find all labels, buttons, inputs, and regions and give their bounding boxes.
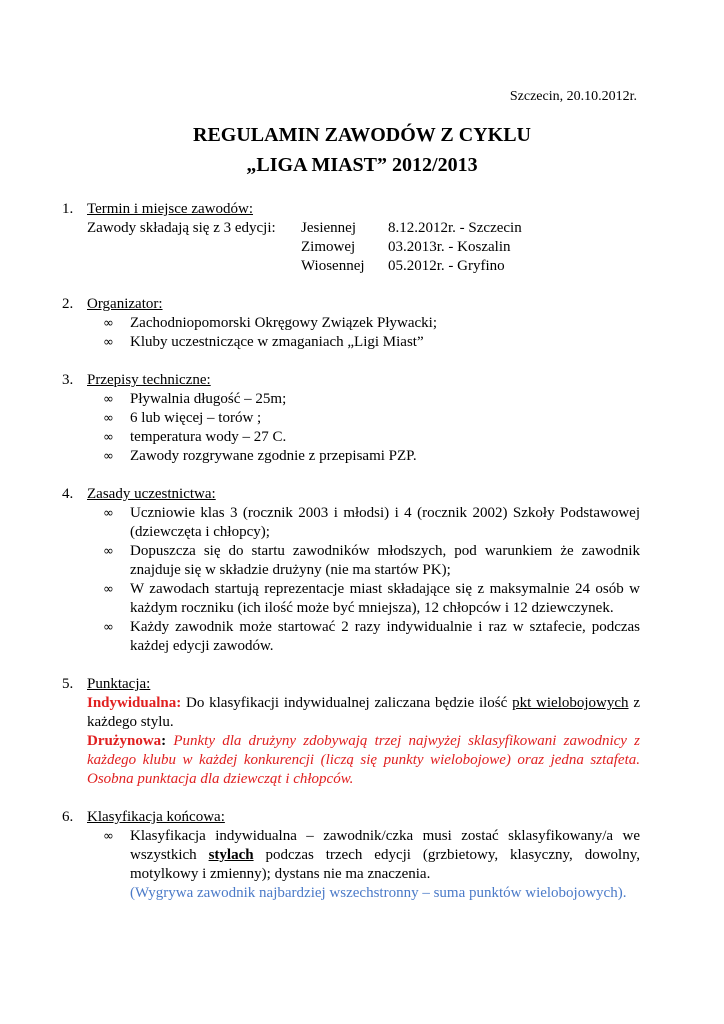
- section-klasyfikacja: [62, 808, 640, 903]
- list-item: ∞ Każdy zawodnik może startować 2 razy indywidualnie i raz w sztafecie, podczas każdej edycji zawodów.: [103, 618, 640, 656]
- section-heading: Przepisy techniczne:: [87, 372, 211, 388]
- individual-scoring: [87, 694, 640, 732]
- list-item: ∞ Pływalnia długość – 25m;: [103, 390, 640, 409]
- section-punktacja: [62, 675, 640, 789]
- team-label-colon: :: [161, 733, 167, 749]
- edition-name: Wiosennej: [301, 258, 365, 274]
- edition-row: [87, 238, 640, 257]
- section-heading: Klasyfikacja końcowa:: [87, 809, 225, 825]
- section-number: 4.: [62, 486, 74, 502]
- editions-intro: Zawody składają się z 3 edycji:: [87, 220, 276, 236]
- list-item: ∞ Kluby uczestniczące w zmaganiach „Ligi Miast”: [103, 333, 640, 352]
- sections: [62, 200, 640, 922]
- bullet-list: [87, 504, 640, 656]
- list-item: ∞ Dopuszcza się do startu zawodników młodszych, pod warunkiem że zawodnik znajduje się w składzie drużyny (nie ma startów PK);: [103, 542, 640, 580]
- item-text-bold: stylach: [208, 847, 254, 863]
- list-item: [103, 827, 640, 903]
- section-number: 5.: [62, 676, 74, 692]
- section-organizator: [62, 295, 640, 352]
- individual-text-underlined: pkt wielobojowych: [512, 695, 629, 711]
- document-title: [0, 120, 724, 180]
- date-line: Szczecin, 20.10.2012r.: [509, 89, 637, 104]
- team-scoring: [87, 732, 640, 789]
- item-text: Klasyfikacja indywidualna – zawodnik/czka musi zostać sklasyfikowany/a we wszystkich: [130, 828, 640, 863]
- list-item: ∞ W zawodach startują reprezentacje miast składające się z maksymalnie 24 osób w każdym roczniku (ich ilość może być mniejsza), 12 chłopców i 12 dziewczynek.: [103, 580, 640, 618]
- bullet-list: [87, 390, 640, 466]
- list-item: ∞ Zachodniopomorski Okręgowy Związek Pływacki;: [103, 314, 640, 333]
- section-number: 3.: [62, 372, 74, 388]
- section-zasady: [62, 485, 640, 656]
- edition-value: 8.12.2012r. - Szczecin: [388, 220, 522, 236]
- item-note: (Wygrywa zawodnik najbardziej wszechstronny – suma punktów wielobojowych).: [130, 885, 627, 901]
- bullet-list: [87, 314, 640, 352]
- section-number: 1.: [62, 201, 74, 217]
- individual-text: Do klasyfikacji indywidualnej zaliczana będzie ilość: [181, 695, 513, 711]
- list-item: ∞ Zawody rozgrywane zgodnie z przepisami PZP.: [103, 447, 640, 466]
- team-text: Punkty dla drużyny zdobywają trzej najwyżej sklasyfikowani zawodnicy z każdego klubu w każdej konkurencji (liczą się punkty wielobojowe) oraz jedna sztafeta. Osobna punktacja dla dziewcząt i chłopców.: [87, 733, 640, 787]
- edition-value: 03.2013r. - Koszalin: [388, 239, 511, 255]
- list-item: ∞ 6 lub więcej – torów ;: [103, 409, 640, 428]
- edition-row: [87, 257, 640, 276]
- list-item: ∞ temperatura wody – 27 C.: [103, 428, 640, 447]
- edition-value: 05.2012r. - Gryfino: [388, 258, 505, 274]
- individual-text-end: z każdego stylu.: [87, 695, 640, 730]
- team-label: Drużynowa: [87, 733, 162, 749]
- edition-row: [87, 219, 640, 238]
- section-heading: Punktacja:: [87, 676, 151, 692]
- section-termin: [62, 200, 640, 276]
- section-heading: Organizator:: [87, 296, 163, 312]
- section-przepisy: [62, 371, 640, 466]
- title-line-1: REGULAMIN ZAWODÓW Z CYKLU: [193, 124, 531, 146]
- section-heading: Zasady uczestnictwa:: [87, 486, 216, 502]
- section-number: 6.: [62, 809, 74, 825]
- individual-label: Indywidualna:: [87, 695, 182, 711]
- bullet-list: [87, 827, 640, 903]
- edition-name: Zimowej: [301, 239, 356, 255]
- section-number: 2.: [62, 296, 74, 312]
- title-line-2: „LIGA MIAST” 2012/2013: [246, 154, 478, 176]
- item-text-end: podczas trzech edycji (grzbietowy, klasyczny, dowolny, motylkowy i zmienny); dystans nie ma znaczenia.: [130, 847, 640, 882]
- section-heading: Termin i miejsce zawodów:: [87, 201, 253, 217]
- edition-name: Jesiennej: [301, 220, 356, 236]
- list-item: ∞ Uczniowie klas 3 (rocznik 2003 i młodsi) i 4 (rocznik 2002) Szkoły Podstawowej (dziewczęta i chłopcy);: [103, 504, 640, 542]
